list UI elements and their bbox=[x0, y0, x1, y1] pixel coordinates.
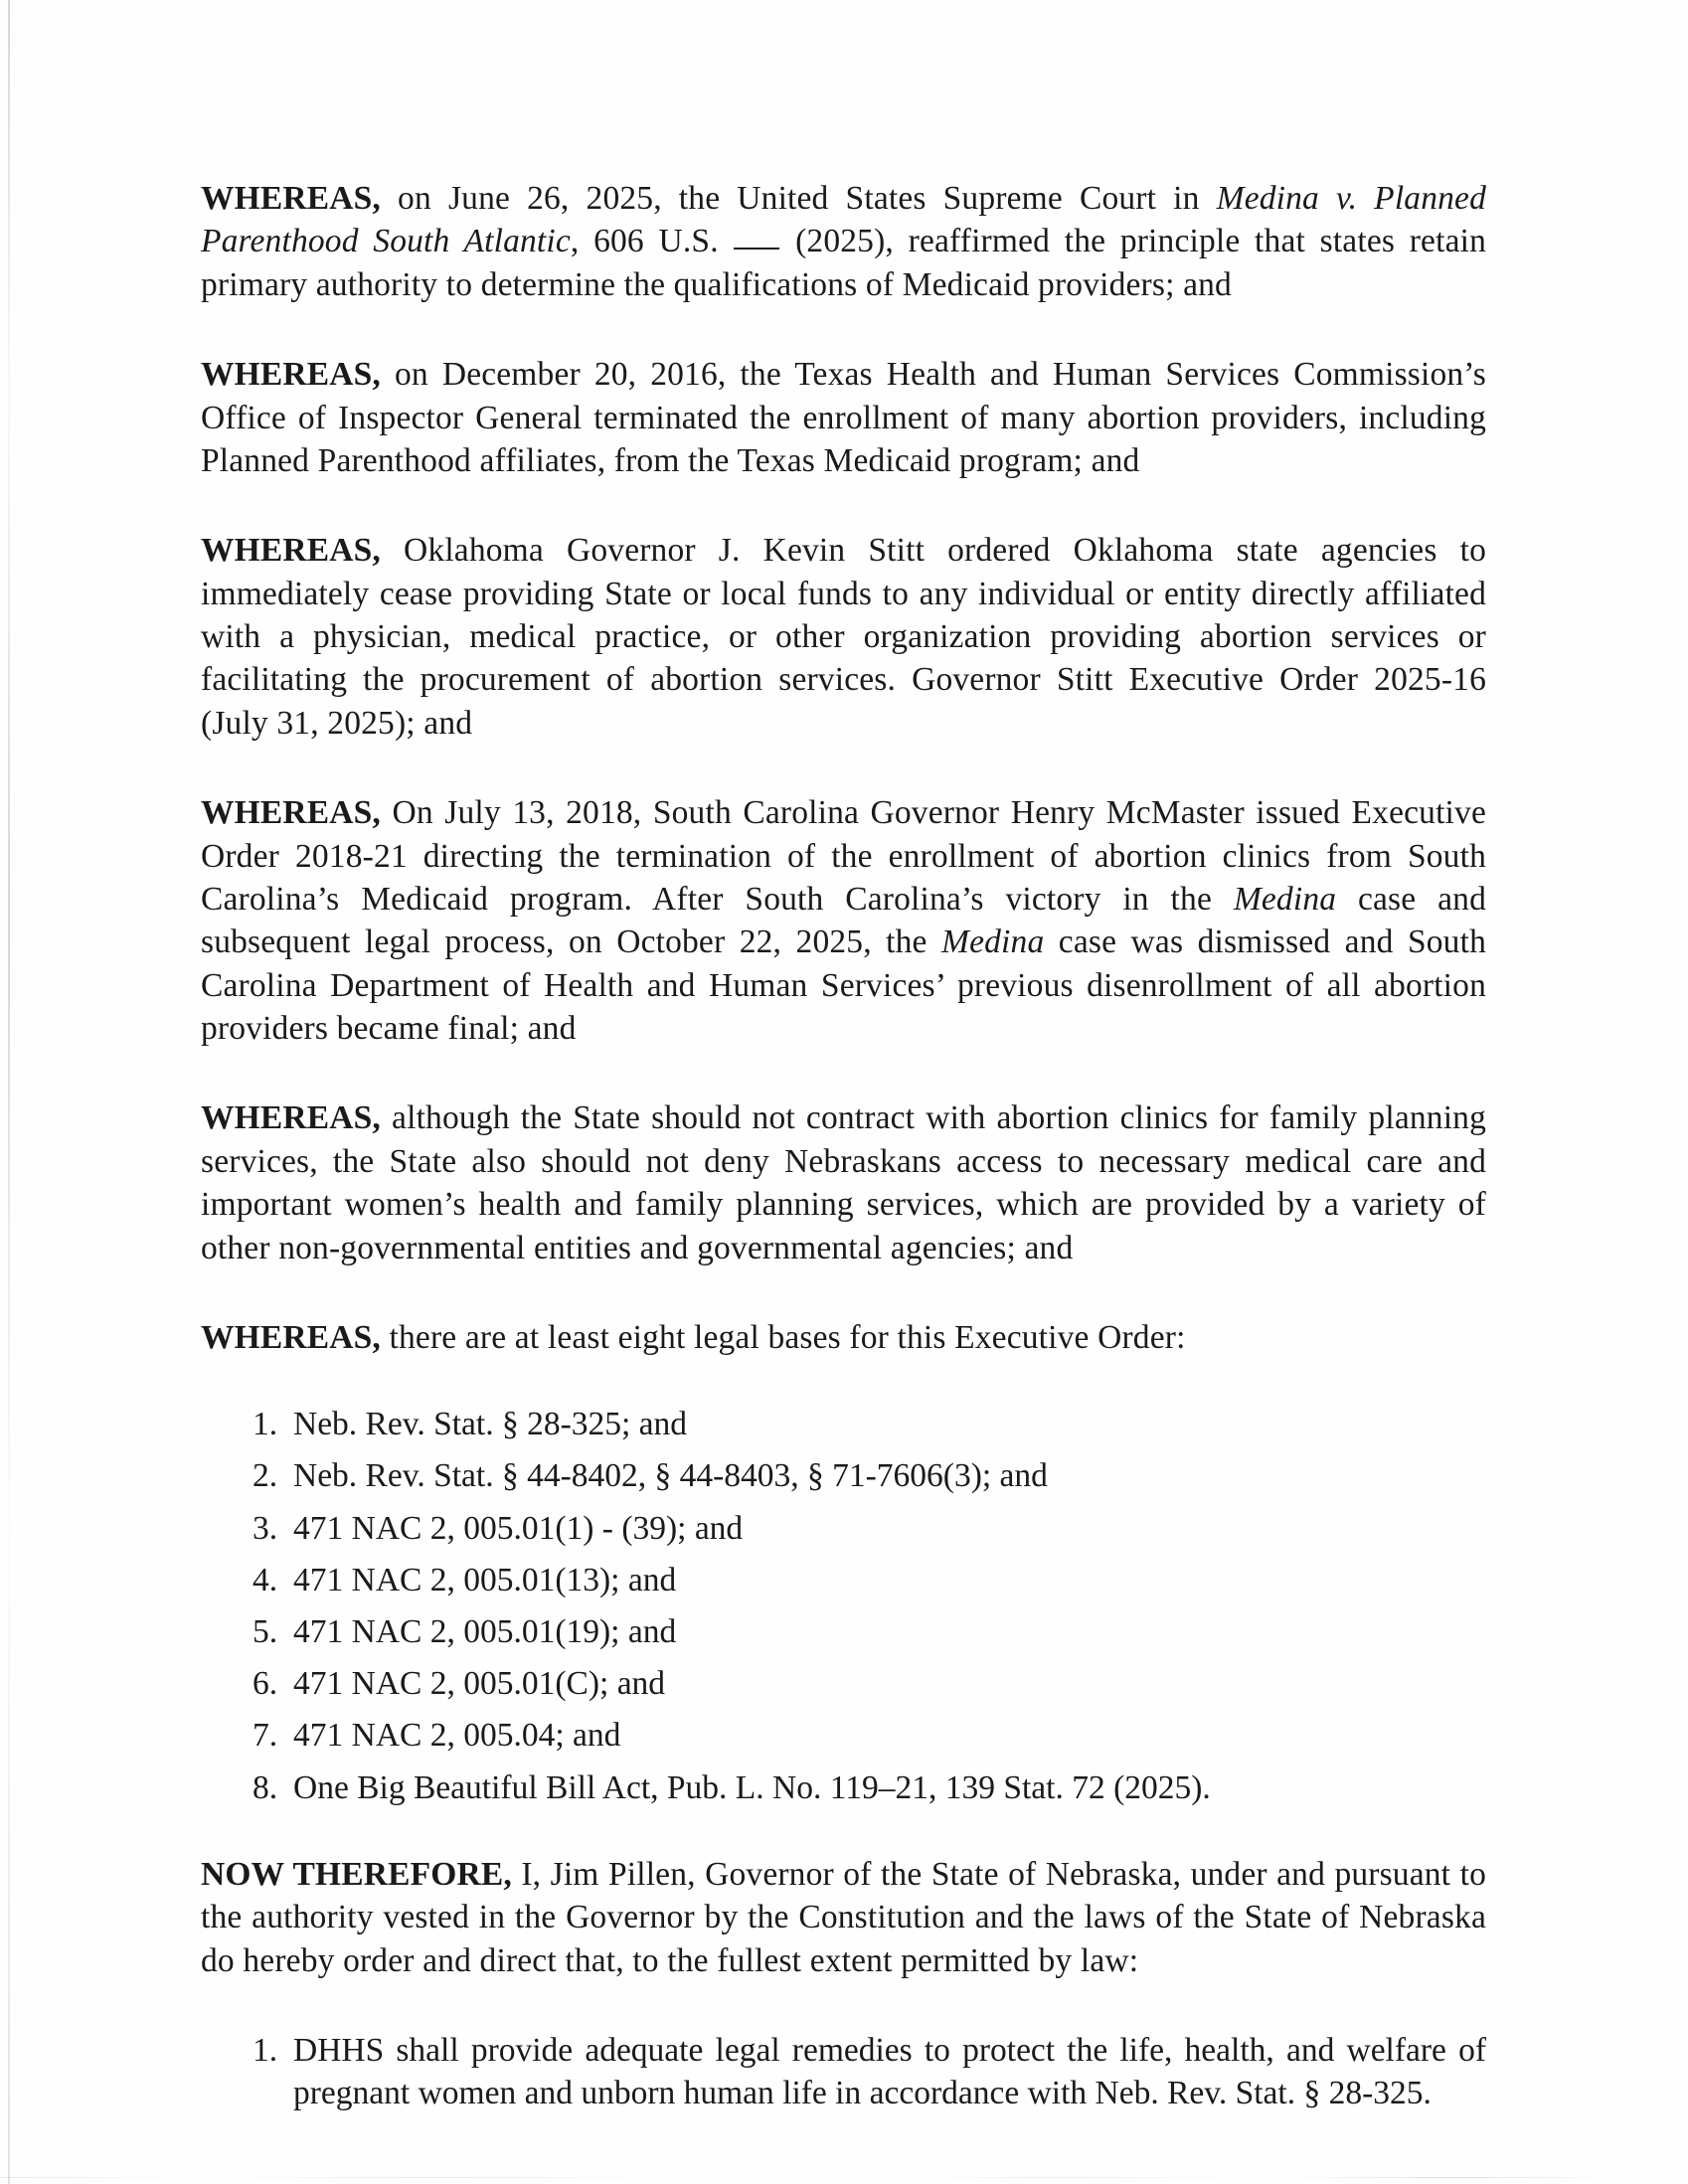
list-item-number: 1. bbox=[253, 2032, 278, 2069]
directives-list bbox=[201, 2029, 1486, 2115]
list-item bbox=[201, 1610, 1486, 1653]
scan-edge-artifact-left bbox=[8, 0, 10, 2184]
paragraph-text-segment: case was dismissed and South Carolina Department of Health and Human Services’ previous disenrollment of all abortion providers became final; and bbox=[201, 924, 1486, 1047]
list-item-label: 471 NAC 2, 005.01(19); and bbox=[293, 1613, 677, 1651]
paragraph-whereas-legal-bases bbox=[201, 1316, 1486, 1359]
document-body bbox=[201, 177, 1486, 2115]
paragraph-text-segment: on December 20, 2016, the Texas Health and Human Services Commission’s Office of Inspector General terminated the enrollment of many abortion providers, including Planned Parenthood affiliates, from the Texas Medicaid program; and bbox=[201, 356, 1486, 479]
paragraph-whereas-south-carolina bbox=[201, 791, 1486, 1050]
whereas-lead-label: WHEREAS, bbox=[201, 180, 381, 217]
case-citation-italic: Medina bbox=[1233, 880, 1337, 918]
whereas-lead-label: WHEREAS, bbox=[201, 532, 381, 570]
list-item bbox=[201, 1454, 1486, 1497]
list-item-number: 6. bbox=[253, 1665, 278, 1703]
whereas-lead-label: WHEREAS, bbox=[201, 1099, 381, 1137]
list-item-label: Neb. Rev. Stat. § 44-8402, § 44-8403, § 71-7606(3); and bbox=[293, 1457, 1048, 1495]
paragraph-text-segment: , 606 U.S. bbox=[570, 223, 734, 260]
citation-blank-rule bbox=[734, 248, 779, 250]
list-item-label: 471 NAC 2, 005.01(1) - (39); and bbox=[293, 1509, 744, 1547]
list-item-number: 1. bbox=[253, 1406, 278, 1443]
list-item bbox=[201, 1403, 1486, 1445]
case-citation-italic: Medina v. Planned Parenthood South Atlantic bbox=[201, 180, 1486, 260]
list-item-label: 471 NAC 2, 005.01(C); and bbox=[293, 1665, 666, 1703]
paragraph-whereas-access bbox=[201, 1096, 1486, 1269]
whereas-lead-label: WHEREAS, bbox=[201, 1318, 381, 1356]
list-item-number: 5. bbox=[253, 1613, 278, 1651]
paragraph-whereas-medina bbox=[201, 177, 1486, 306]
paragraph-text-segment: On July 13, 2018, South Carolina Governor Henry McMaster issued Executive Order 2018-21 directing the termination of the enrollment of abortion clinics from South Carolina’s Medicaid program. After South Carolina’s victory in the bbox=[201, 794, 1486, 918]
whereas-lead-label: WHEREAS, bbox=[201, 356, 381, 394]
list-item-number: 2. bbox=[253, 1457, 278, 1495]
list-item bbox=[201, 1559, 1486, 1601]
list-item-label: DHHS shall provide adequate legal remedies to protect the life, health, and welfare of pregnant women and unborn human life in accordance with Neb. Rev. Stat. § 28-325. bbox=[293, 2032, 1486, 2112]
now-therefore-lead-label: NOW THEREFORE, bbox=[201, 1855, 512, 1893]
list-item-label: Neb. Rev. Stat. § 28-325; and bbox=[293, 1406, 688, 1443]
list-item-label: 471 NAC 2, 005.01(13); and bbox=[293, 1561, 677, 1598]
list-item bbox=[201, 1766, 1486, 1809]
scan-edge-artifact-bottom bbox=[0, 2177, 1688, 2178]
paragraph-text-segment: case and subsequent legal process, on October 22, 2025, the bbox=[201, 880, 1486, 961]
list-item-number: 7. bbox=[253, 1717, 278, 1755]
list-item bbox=[201, 2029, 1486, 2115]
list-item bbox=[201, 1662, 1486, 1705]
whereas-lead-label: WHEREAS, bbox=[201, 794, 381, 832]
paragraph-whereas-texas bbox=[201, 353, 1486, 482]
paragraph-whereas-oklahoma bbox=[201, 529, 1486, 745]
paragraph-text-segment: Oklahoma Governor J. Kevin Stitt ordered Oklahoma state agencies to immediately cease providing State or local funds to any individual or entity directly affiliated with a physician, medical practice, or other organization providing abortion services or facilitating the procurement of abortion services. Governor Stitt Executive Order 2025-16 (July 31, 2025); and bbox=[201, 532, 1486, 742]
paragraph-now-therefore bbox=[201, 1853, 1486, 1982]
paragraph-text-segment: although the State should not contract with abortion clinics for family planning services, the State also should not deny Nebraskans access to necessary medical care and important women’s health and family planning services, which are provided by a variety of other non-governmental entities and governmental agencies; and bbox=[201, 1099, 1486, 1266]
list-item-label: 471 NAC 2, 005.04; and bbox=[293, 1717, 621, 1755]
list-item-number: 8. bbox=[253, 1768, 278, 1806]
list-item bbox=[201, 1714, 1486, 1757]
paragraph-text-segment: there are at least eight legal bases for this Executive Order: bbox=[380, 1318, 1186, 1356]
list-item bbox=[201, 1507, 1486, 1550]
paragraph-text-segment: on June 26, 2025, the United States Supreme Court in bbox=[380, 180, 1217, 217]
list-item-number: 4. bbox=[253, 1561, 278, 1598]
case-citation-italic: Medina bbox=[941, 924, 1045, 961]
list-item-number: 3. bbox=[253, 1509, 278, 1547]
paragraph-text-segment: I, Jim Pillen, Governor of the State of Nebraska, under and pursuant to the authority vested in the Governor by the Constitution and the laws of the State of Nebraska do hereby order and direct that, to the fullest extent permitted by law: bbox=[201, 1855, 1486, 1979]
legal-bases-list bbox=[201, 1403, 1486, 1809]
paragraph-text-segment: (2025), reaffirmed the principle that states retain primary authority to determine the qualifications of Medicaid providers; and bbox=[201, 223, 1486, 303]
list-item-label: One Big Beautiful Bill Act, Pub. L. No. 119–21, 139 Stat. 72 (2025). bbox=[293, 1768, 1211, 1806]
